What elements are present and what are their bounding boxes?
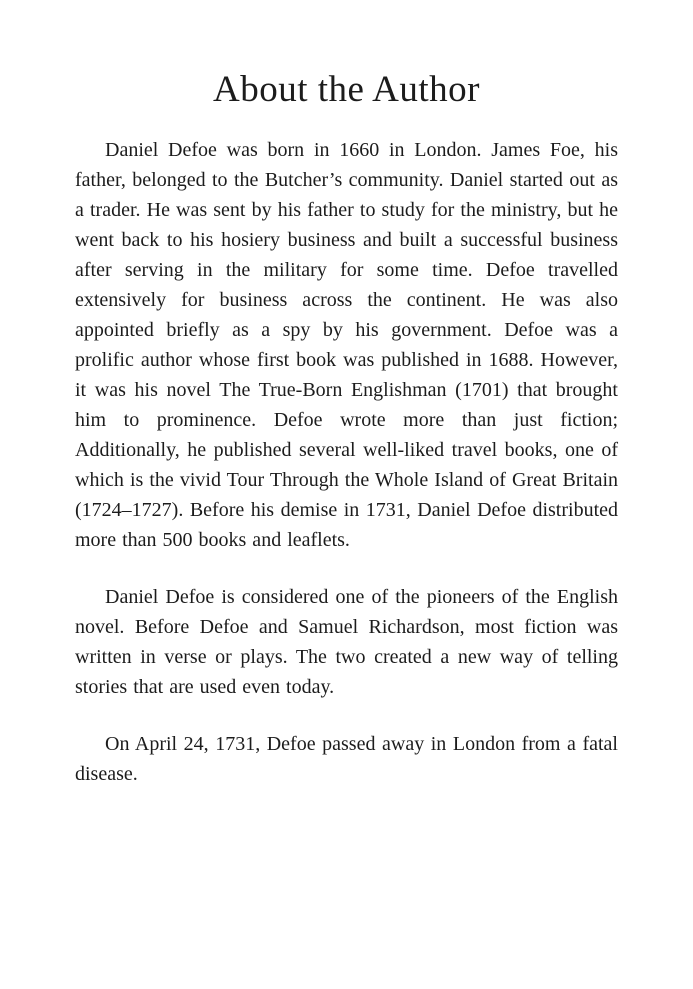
paragraph-1: Daniel Defoe was born in 1660 in London. James Foe, his father, belonged to the Butcher’s community. Daniel started out as a trader. He was sent by his father to study for the ministry, but he went back to his hosiery business and built a successful business after serving in the military for some time. Defoe travelled extensively for business across the continent. He was also appointed briefly as a spy by his government. Defoe was a prolific author whose first book was published in 1688. However, it was his novel The True-Born Englishman (1701) that brought him to prominence. Defoe wrote more than just fiction; Additionally, he published several well-liked travel books, one of which is the vivid Tour Through the Whole Island of Great Britain (1724–1727). Before his demise in 1731, Daniel Defoe distributed more than 500 books and leaflets. xyxy=(75,139,618,551)
paragraph-3: On April 24, 1731, Defoe passed away in London from a fatal disease. xyxy=(75,733,618,785)
page-title: About the Author xyxy=(213,69,480,110)
paragraph-2: Daniel Defoe is considered one of the pioneers of the English novel. Before Defoe and Samuel Richardson, most fiction was written in verse or plays. The two created a new way of telling stories that are used even today. xyxy=(75,586,618,698)
